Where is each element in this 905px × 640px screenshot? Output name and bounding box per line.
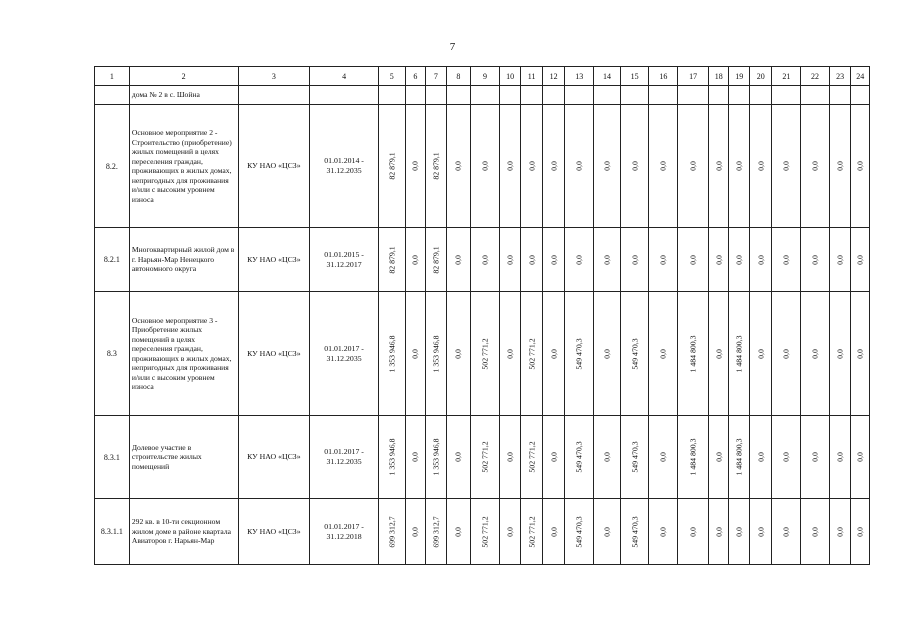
value-text: 0,0 <box>835 452 845 462</box>
value-text: 0,0 <box>602 526 612 537</box>
value-cell <box>729 499 750 565</box>
value-text: 0,0 <box>781 526 791 537</box>
value-cell <box>772 416 801 499</box>
value-text: 82 879,1 <box>387 152 397 180</box>
value-text: 82 879,1 <box>387 245 397 274</box>
value-cell <box>801 105 830 228</box>
value-cell <box>565 228 594 292</box>
row-period: 01.01.2017 - 31.12.2035 <box>310 416 379 499</box>
value-text: 699 312,7 <box>431 515 441 548</box>
row-number: 8.2.1 <box>95 228 130 292</box>
value-text: 0,0 <box>855 254 865 265</box>
row-number: 8.3.1 <box>95 416 130 499</box>
value-text: 0,0 <box>714 452 724 462</box>
column-header: 14 <box>594 67 621 86</box>
value-cell <box>565 499 594 565</box>
value-cell <box>649 499 678 565</box>
value-text: 0,0 <box>658 452 668 462</box>
column-header: 10 <box>499 67 521 86</box>
column-header: 19 <box>729 67 750 86</box>
value-cell <box>801 292 830 416</box>
value-text: 502 771,2 <box>480 441 490 473</box>
value-cell <box>521 416 543 499</box>
value-cell <box>829 228 851 292</box>
value-cell <box>499 416 521 499</box>
value-cell <box>749 105 772 228</box>
value-text: 1 353 946,8 <box>387 438 397 476</box>
value-text: 0,0 <box>835 254 845 265</box>
value-text: 0,0 <box>714 526 724 537</box>
value-text: 0,0 <box>835 348 845 359</box>
value-cell <box>829 416 851 499</box>
value-text: 0,0 <box>781 452 791 462</box>
row-description: Долевое участие в строительстве жилых помещений <box>129 416 238 499</box>
value-cell <box>678 228 709 292</box>
value-cell <box>378 499 405 565</box>
value-cell <box>499 292 521 416</box>
value-text: 0,0 <box>453 348 463 359</box>
row-description: Многоквартирный жилой дом в г. Нарьян-Мар Ненецкого автономного округа <box>129 228 238 292</box>
value-text: 0,0 <box>781 161 791 171</box>
column-number-row <box>95 67 870 86</box>
value-text: 0,0 <box>855 452 865 462</box>
value-text: 0,0 <box>453 526 463 537</box>
value-text: 549 470,3 <box>630 337 640 370</box>
value-cell <box>446 416 471 499</box>
value-text: 0,0 <box>835 526 845 537</box>
value-text: 0,0 <box>810 452 820 462</box>
value-text: 0,0 <box>602 161 612 171</box>
value-cell <box>729 105 750 228</box>
value-text: 0,0 <box>734 161 744 171</box>
value-cell <box>749 499 772 565</box>
value-cell <box>729 292 750 416</box>
value-text: 0,0 <box>505 254 515 265</box>
column-header: 21 <box>772 67 801 86</box>
row-responsible: КУ НАО «ЦСЗ» <box>238 292 310 416</box>
value-text: 1 353 946,8 <box>431 438 441 476</box>
value-cell <box>649 292 678 416</box>
column-header: 2 <box>129 67 238 86</box>
value-text: 0,0 <box>527 161 537 171</box>
value-cell <box>521 499 543 565</box>
value-text: 0,0 <box>658 161 668 171</box>
value-text: 0,0 <box>756 348 766 359</box>
value-cell <box>678 499 709 565</box>
value-cell <box>620 416 649 499</box>
value-text: 699 312,7 <box>387 515 397 548</box>
value-cell <box>499 228 521 292</box>
column-header: 4 <box>310 67 379 86</box>
value-cell <box>594 228 621 292</box>
column-header: 22 <box>801 67 830 86</box>
column-header: 3 <box>238 67 310 86</box>
value-text: 1 484 800,3 <box>688 334 698 373</box>
column-header: 24 <box>851 67 870 86</box>
value-text: 0,0 <box>549 526 559 537</box>
column-header: 9 <box>471 67 500 86</box>
value-cell <box>729 228 750 292</box>
value-cell <box>594 499 621 565</box>
value-cell <box>405 228 426 292</box>
column-header: 1 <box>95 67 130 86</box>
value-cell <box>678 416 709 499</box>
value-cell <box>801 228 830 292</box>
value-cell <box>708 228 729 292</box>
value-text: 0,0 <box>714 161 724 171</box>
value-text: 0,0 <box>714 254 724 265</box>
row-description: Основное мероприятие 3 - Приобретение жилых помещений в целях переселения граждан, проживающих в жилых домах, непригодных для проживания и/или с высоким уровнем износа <box>129 292 238 416</box>
value-cell <box>378 416 405 499</box>
value-cell <box>829 292 851 416</box>
value-cell <box>565 416 594 499</box>
value-text: 1 353 946,8 <box>387 334 397 373</box>
value-text: 0,0 <box>505 348 515 359</box>
value-cell <box>851 499 870 565</box>
value-text: 0,0 <box>688 161 698 171</box>
row-responsible: КУ НАО «ЦСЗ» <box>238 499 310 565</box>
value-text: 0,0 <box>734 254 744 265</box>
value-text: 0,0 <box>756 526 766 537</box>
value-text: 0,0 <box>480 254 490 265</box>
column-header: 12 <box>542 67 565 86</box>
continuation-num-cell <box>95 86 130 105</box>
row-number: 8.3.1.1 <box>95 499 130 565</box>
value-cell <box>542 228 565 292</box>
value-cell <box>649 105 678 228</box>
value-cell <box>729 416 750 499</box>
value-text: 0,0 <box>602 348 612 359</box>
value-cell <box>499 105 521 228</box>
value-cell <box>471 499 500 565</box>
value-text: 0,0 <box>410 254 420 265</box>
value-cell <box>499 499 521 565</box>
value-cell <box>542 292 565 416</box>
value-cell <box>471 292 500 416</box>
value-cell <box>446 499 471 565</box>
value-text: 0,0 <box>410 526 420 537</box>
row-number: 8.3 <box>95 292 130 416</box>
value-text: 0,0 <box>688 526 698 537</box>
value-text: 0,0 <box>410 348 420 359</box>
value-text: 0,0 <box>480 161 490 171</box>
value-cell <box>426 416 447 499</box>
value-text: 0,0 <box>505 452 515 462</box>
row-responsible: КУ НАО «ЦСЗ» <box>238 416 310 499</box>
value-cell <box>829 499 851 565</box>
value-cell <box>851 105 870 228</box>
value-text: 0,0 <box>549 348 559 359</box>
value-cell <box>405 499 426 565</box>
value-cell <box>426 105 447 228</box>
value-text: 0,0 <box>756 161 766 171</box>
value-cell <box>378 292 405 416</box>
value-cell <box>749 228 772 292</box>
value-cell <box>594 105 621 228</box>
value-cell <box>749 292 772 416</box>
value-cell <box>471 416 500 499</box>
value-cell <box>649 228 678 292</box>
value-cell <box>708 416 729 499</box>
value-text: 549 470,3 <box>574 441 584 473</box>
value-cell <box>565 105 594 228</box>
value-cell <box>772 228 801 292</box>
column-header: 5 <box>378 67 405 86</box>
value-cell <box>620 228 649 292</box>
row-description: Основное мероприятие 2 - Строительство (приобретение) жилых помещений в целях переселения граждан, проживающих в жилых домах, непригодных для проживания и/или с высоким уровнем износа <box>129 105 238 228</box>
value-cell <box>749 416 772 499</box>
row-responsible: КУ НАО «ЦСЗ» <box>238 228 310 292</box>
value-text: 0,0 <box>810 348 820 359</box>
value-text: 1 484 800,3 <box>734 334 744 373</box>
value-text: 0,0 <box>781 254 791 265</box>
budget-table <box>94 66 870 565</box>
value-cell <box>542 105 565 228</box>
value-cell <box>426 292 447 416</box>
value-text: 0,0 <box>835 161 845 171</box>
value-cell <box>851 228 870 292</box>
value-text: 0,0 <box>658 526 668 537</box>
continuation-row <box>95 86 870 105</box>
value-text: 0,0 <box>410 452 420 462</box>
value-text: 0,0 <box>602 254 612 265</box>
value-text: 1 484 800,3 <box>734 438 744 476</box>
column-header: 20 <box>749 67 772 86</box>
value-cell <box>565 292 594 416</box>
value-text: 502 771,2 <box>527 337 537 370</box>
column-header: 7 <box>426 67 447 86</box>
value-cell <box>542 499 565 565</box>
value-text: 0,0 <box>630 254 640 265</box>
value-cell <box>851 292 870 416</box>
column-header: 23 <box>829 67 851 86</box>
value-cell <box>521 292 543 416</box>
value-cell <box>542 416 565 499</box>
value-text: 549 470,3 <box>630 515 640 548</box>
value-text: 549 470,3 <box>574 515 584 548</box>
value-text: 0,0 <box>549 254 559 265</box>
column-header: 15 <box>620 67 649 86</box>
value-text: 502 771,2 <box>527 515 537 548</box>
value-cell <box>801 416 830 499</box>
value-text: 0,0 <box>505 161 515 171</box>
value-text: 0,0 <box>505 526 515 537</box>
row-responsible: КУ НАО «ЦСЗ» <box>238 105 310 228</box>
value-text: 0,0 <box>855 526 865 537</box>
value-cell <box>405 105 426 228</box>
value-cell <box>708 105 729 228</box>
value-cell <box>426 499 447 565</box>
row-description: 292 кв. в 10-ти секционном жилом доме в районе квартала Авиаторов г. Нарьян-Мар <box>129 499 238 565</box>
value-text: 0,0 <box>549 452 559 462</box>
table-row <box>95 292 870 416</box>
value-cell <box>851 416 870 499</box>
value-cell <box>521 105 543 228</box>
value-text: 0,0 <box>410 161 420 171</box>
value-text: 502 771,2 <box>480 515 490 548</box>
value-cell <box>708 499 729 565</box>
value-cell <box>446 292 471 416</box>
value-cell <box>405 292 426 416</box>
value-cell <box>801 499 830 565</box>
value-text: 0,0 <box>734 526 744 537</box>
value-text: 0,0 <box>602 452 612 462</box>
column-header: 8 <box>446 67 471 86</box>
value-text: 0,0 <box>549 161 559 171</box>
value-cell <box>708 292 729 416</box>
value-cell <box>378 228 405 292</box>
value-text: 0,0 <box>855 348 865 359</box>
value-text: 0,0 <box>527 254 537 265</box>
row-period: 01.01.2017 - 31.12.2018 <box>310 499 379 565</box>
value-text: 0,0 <box>453 161 463 171</box>
value-cell <box>620 292 649 416</box>
value-cell <box>471 228 500 292</box>
value-text: 0,0 <box>781 348 791 359</box>
value-cell <box>678 292 709 416</box>
value-cell <box>829 105 851 228</box>
value-text: 0,0 <box>688 254 698 265</box>
value-cell <box>678 105 709 228</box>
column-header: 17 <box>678 67 709 86</box>
value-text: 502 771,2 <box>527 441 537 473</box>
value-text: 82 879,1 <box>431 245 441 274</box>
column-header: 16 <box>649 67 678 86</box>
value-text: 502 771,2 <box>480 337 490 370</box>
value-cell <box>405 416 426 499</box>
value-cell <box>471 105 500 228</box>
row-period: 01.01.2015 - 31.12.2017 <box>310 228 379 292</box>
value-text: 0,0 <box>756 254 766 265</box>
value-text: 0,0 <box>574 161 584 171</box>
value-text: 0,0 <box>574 254 584 265</box>
column-header: 6 <box>405 67 426 86</box>
value-cell <box>620 499 649 565</box>
value-text: 0,0 <box>810 161 820 171</box>
value-cell <box>772 499 801 565</box>
row-number: 8.2. <box>95 105 130 228</box>
value-text: 0,0 <box>855 161 865 171</box>
table-row <box>95 499 870 565</box>
value-text: 0,0 <box>658 254 668 265</box>
column-header: 13 <box>565 67 594 86</box>
value-text: 1 353 946,8 <box>431 334 441 373</box>
table-row <box>95 228 870 292</box>
value-text: 549 470,3 <box>574 337 584 370</box>
value-text: 0,0 <box>756 452 766 462</box>
value-text: 1 484 800,3 <box>688 438 698 476</box>
value-text: 0,0 <box>453 452 463 462</box>
value-cell <box>649 416 678 499</box>
value-cell <box>426 228 447 292</box>
value-cell <box>446 105 471 228</box>
value-text: 0,0 <box>810 526 820 537</box>
row-period: 01.01.2017 - 31.12.2035 <box>310 292 379 416</box>
page-number: 7 <box>449 41 456 53</box>
value-cell <box>378 105 405 228</box>
value-text: 0,0 <box>658 348 668 359</box>
value-cell <box>446 228 471 292</box>
value-text: 0,0 <box>714 348 724 359</box>
row-period: 01.01.2014 - 31.12.2035 <box>310 105 379 228</box>
value-text: 0,0 <box>453 254 463 265</box>
value-cell <box>521 228 543 292</box>
column-header: 11 <box>521 67 543 86</box>
table-row <box>95 105 870 228</box>
table-row <box>95 416 870 499</box>
value-text: 549 470,3 <box>630 441 640 473</box>
value-cell <box>620 105 649 228</box>
value-cell <box>772 105 801 228</box>
value-cell <box>594 292 621 416</box>
value-cell <box>772 292 801 416</box>
value-text: 0,0 <box>630 161 640 171</box>
value-cell <box>594 416 621 499</box>
value-text: 0,0 <box>810 254 820 265</box>
column-header: 18 <box>708 67 729 86</box>
continuation-text: дома № 2 в с. Шойна <box>129 86 238 105</box>
value-text: 82 879,1 <box>431 152 441 180</box>
